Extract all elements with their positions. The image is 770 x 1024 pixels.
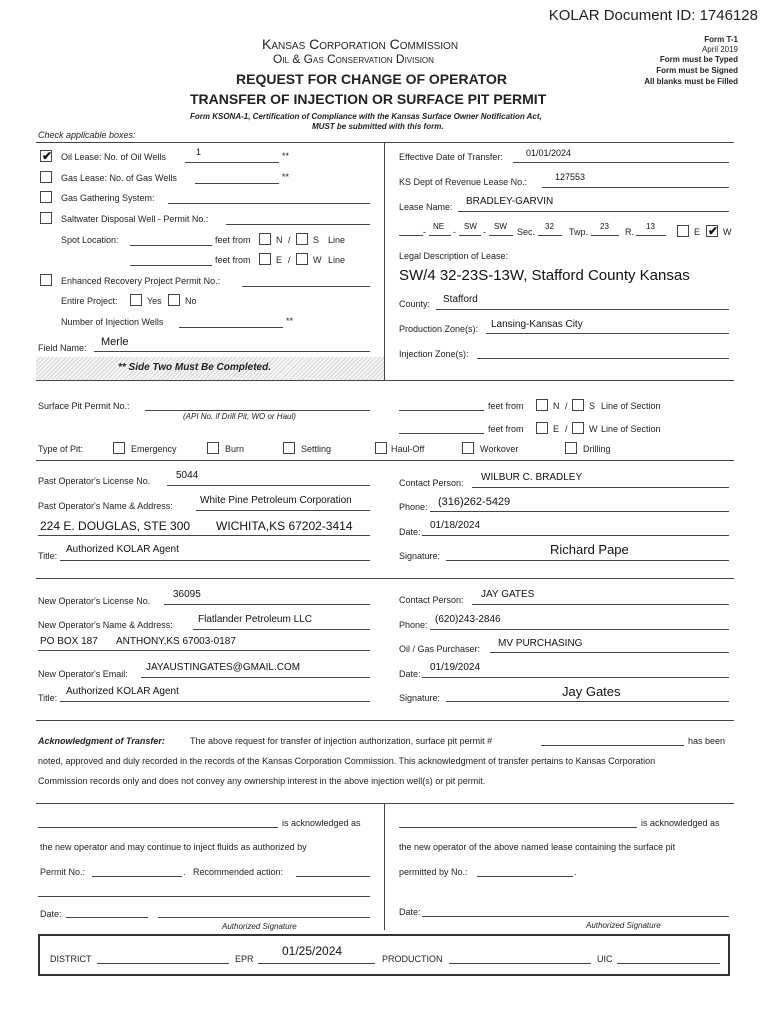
ks-dept-label: KS Dept of Revenue Lease No.: xyxy=(399,177,528,187)
new-name-label: New Operator's Name & Address: xyxy=(38,620,173,630)
gas-wells-field[interactable] xyxy=(195,183,279,184)
county-line xyxy=(436,309,729,310)
twp-label: Twp. xyxy=(569,227,589,237)
column-divider xyxy=(384,803,385,930)
new-contact-label: Contact Person: xyxy=(399,595,464,605)
new-phone-line xyxy=(430,629,729,630)
gas-gathering-label: Gas Gathering System: xyxy=(61,193,155,203)
note-signed: Form must be Signed xyxy=(656,66,738,75)
column-divider xyxy=(384,142,385,380)
side-two-notice: ** Side Two Must Be Completed. xyxy=(118,362,271,373)
burn-checkbox[interactable] xyxy=(207,442,219,454)
past-signature-label: Signature: xyxy=(399,551,441,561)
injection-wells-label: Number of Injection Wells xyxy=(61,317,164,327)
divider xyxy=(36,142,734,143)
range-w-checkbox[interactable] xyxy=(706,225,718,237)
slash: / xyxy=(565,401,568,411)
enhanced-recovery-checkbox[interactable] xyxy=(40,274,52,286)
past-contact-value[interactable]: WILBUR C. BRADLEY xyxy=(481,472,583,483)
production-label: PRODUCTION xyxy=(382,954,443,964)
production-zone-line xyxy=(486,333,729,334)
ack-left-acknowledged: is acknowledged as xyxy=(282,818,361,828)
past-date-label: Date: xyxy=(399,527,421,537)
past-address-street[interactable]: 224 E. DOUGLAS, STE 300 xyxy=(40,519,191,533)
effective-date-value[interactable]: 01/01/2024 xyxy=(526,148,572,158)
left-date-field[interactable] xyxy=(66,917,148,918)
past-license-label: Past Operator's License No. xyxy=(38,476,151,486)
ack-text-line2: noted, approved and duly recorded in the records of the Kansas Corporation Commission. This acknowledgment of transfer pertains to Kansas Corporation xyxy=(38,756,656,766)
district-label: DISTRICT xyxy=(50,954,92,964)
new-title-label: Title: xyxy=(38,693,58,703)
right-authorized-signature: Authorized Signature xyxy=(586,921,661,930)
pit-s-label: S xyxy=(589,401,596,411)
stars: ** xyxy=(286,316,294,326)
effective-date-line xyxy=(513,162,729,163)
range-label: R. xyxy=(625,227,634,237)
legal-description-value[interactable]: SW/4 32-23S-13W, Stafford County Kansas xyxy=(399,267,690,284)
pit-ew-feet-field[interactable] xyxy=(399,433,484,434)
uic-field[interactable] xyxy=(617,963,720,964)
injection-zone-label: Injection Zone(s): xyxy=(399,349,469,359)
oil-wells-value[interactable]: 1 xyxy=(196,147,202,157)
surface-pit-label: Surface Pit Permit No.: xyxy=(38,401,130,411)
past-name-label: Past Operator's Name & Address: xyxy=(38,501,173,511)
pit-w-label: W xyxy=(589,424,598,434)
line xyxy=(636,235,666,236)
past-phone-value[interactable]: (316)262-5429 xyxy=(438,496,511,508)
purchaser-label: Oil / Gas Purchaser: xyxy=(399,644,481,654)
divider xyxy=(36,578,734,579)
text: . xyxy=(574,867,577,877)
text: . xyxy=(183,867,186,877)
stars: ** xyxy=(282,151,290,161)
new-date-line xyxy=(422,677,729,678)
ack-text-has-been: has been xyxy=(688,736,726,746)
recommended-action-field[interactable] xyxy=(296,876,370,877)
no-checkbox[interactable] xyxy=(168,294,180,306)
slash: / xyxy=(288,235,291,245)
saltwater-permit-field[interactable] xyxy=(226,224,370,225)
sec-label: Sec. xyxy=(517,227,536,237)
line xyxy=(459,235,481,236)
drilling-label: Drilling xyxy=(583,444,611,454)
subtitle-line1: Form KSONA-1, Certification of Compliance with the Kansas Surface Owner Notification Act, xyxy=(190,112,542,121)
new-license-label: New Operator's License No. xyxy=(38,596,151,606)
feet-from-label: feet from xyxy=(488,424,524,434)
ks-dept-line xyxy=(542,187,729,188)
api-note: (API No. if Drill Pit, WO or Haul) xyxy=(183,412,296,421)
new-name-value[interactable]: Flatlander Petroleum LLC xyxy=(198,614,312,625)
gas-gathering-field[interactable] xyxy=(168,203,370,204)
uic-label: UIC xyxy=(597,954,613,964)
permit-no-label: Permit No.: xyxy=(40,867,86,877)
divider xyxy=(36,460,734,461)
agency-name: Kansas Corporation Commission xyxy=(262,36,459,52)
new-phone-value[interactable]: (620)243-2846 xyxy=(435,614,501,625)
w-checkbox[interactable] xyxy=(296,253,308,265)
spot-ns-feet-field[interactable] xyxy=(130,245,212,246)
injection-zone-field[interactable] xyxy=(477,358,729,359)
past-address-line xyxy=(38,535,370,536)
quarter-1[interactable]: NE xyxy=(433,222,445,231)
ack-right-acknowledged: is acknowledged as xyxy=(641,818,720,828)
ack-right-operator-field[interactable] xyxy=(399,827,637,828)
enhanced-recovery-label: Enhanced Recovery Project Permit No.: xyxy=(61,276,221,286)
ack-text-line3: Commission records only and does not convey any ownership interest in the above injection well(s) or pit permit. xyxy=(38,776,486,786)
note-filled: All blanks must be Filled xyxy=(644,77,738,86)
saltwater-label: Saltwater Disposal Well - Permit No.: xyxy=(61,214,209,224)
new-address-line xyxy=(38,650,370,651)
saltwater-checkbox[interactable] xyxy=(40,212,52,224)
feet-from-label: feet from xyxy=(488,401,524,411)
line xyxy=(399,235,423,236)
section-value[interactable]: 32 xyxy=(545,222,554,231)
past-phone-line xyxy=(430,511,729,512)
yes-label: Yes xyxy=(147,296,162,306)
range-e-checkbox[interactable] xyxy=(677,225,689,237)
quarter-3[interactable]: SW xyxy=(494,222,507,231)
no-label: No xyxy=(185,296,197,306)
type-of-pit-label: Type of Pit: xyxy=(38,444,84,454)
oil-lease-checkbox[interactable] xyxy=(40,150,52,162)
new-contact-value[interactable]: JAY GATES xyxy=(481,589,535,600)
purchaser-line xyxy=(490,652,729,653)
production-zone-label: Production Zone(s): xyxy=(399,324,479,334)
divider xyxy=(36,380,734,381)
dash: - xyxy=(423,227,426,237)
pit-ns-feet-field[interactable] xyxy=(399,410,484,411)
lease-name-line xyxy=(458,211,729,212)
past-title-line xyxy=(60,560,370,561)
right-signature-field[interactable] xyxy=(422,916,729,917)
settling-label: Settling xyxy=(301,444,332,454)
feet-from-label: feet from xyxy=(215,235,251,245)
pit-n-checkbox[interactable] xyxy=(536,399,548,411)
haul-off-checkbox[interactable] xyxy=(375,442,387,454)
permit-no-field[interactable] xyxy=(92,876,182,877)
oil-lease-label: Oil Lease: No. of Oil Wells xyxy=(61,152,166,162)
new-title-line xyxy=(60,701,370,702)
new-name-line xyxy=(193,629,370,630)
check-boxes-label: Check applicable boxes: xyxy=(38,130,136,140)
pit-permit-number-field[interactable] xyxy=(541,745,684,746)
pit-s-checkbox[interactable] xyxy=(572,399,584,411)
new-date-label: Date: xyxy=(399,669,421,679)
township-value[interactable]: 23 xyxy=(600,222,609,231)
new-email-label: New Operator's Email: xyxy=(38,669,128,679)
epr-line xyxy=(258,963,375,964)
emergency-label: Emergency xyxy=(131,444,177,454)
lease-name-value[interactable]: BRADLEY-GARVIN xyxy=(466,196,554,207)
spot-location-label: Spot Location: xyxy=(61,235,119,245)
s-label: S xyxy=(313,235,320,245)
divider xyxy=(36,720,734,721)
enhanced-recovery-field[interactable] xyxy=(242,286,370,287)
new-signature-label: Signature: xyxy=(399,693,441,703)
new-signature-value[interactable]: Jay Gates xyxy=(562,684,621,699)
settling-checkbox[interactable] xyxy=(283,442,295,454)
slash: / xyxy=(288,255,291,265)
new-title-value[interactable]: Authorized KOLAR Agent xyxy=(66,686,179,697)
left-signature-field[interactable] xyxy=(158,917,370,918)
e-checkbox[interactable] xyxy=(259,253,271,265)
oil-wells-line xyxy=(185,162,279,163)
s-checkbox[interactable] xyxy=(296,233,308,245)
county-value[interactable]: Stafford xyxy=(443,294,478,305)
past-title-label: Title: xyxy=(38,551,58,561)
past-date-line xyxy=(422,535,729,536)
field-name-value[interactable]: Merle xyxy=(101,336,129,348)
past-signature-value[interactable]: Richard Pape xyxy=(550,542,629,557)
permitted-by-label: permitted by No.: xyxy=(399,867,468,877)
feet-from-label: feet from xyxy=(215,255,251,265)
past-contact-label: Contact Person: xyxy=(399,478,464,488)
past-signature-line xyxy=(446,560,729,561)
past-license-line xyxy=(167,485,370,486)
county-label: County: xyxy=(399,299,431,309)
n-checkbox[interactable] xyxy=(259,233,271,245)
drilling-checkbox[interactable] xyxy=(565,442,577,454)
effective-date-label: Effective Date of Transfer: xyxy=(399,152,503,162)
production-field[interactable] xyxy=(449,963,591,964)
ack-left-text: the new operator and may continue to inject fluids as authorized by xyxy=(40,842,307,852)
line-of-section-label: Line of Section xyxy=(601,424,661,434)
stars: ** xyxy=(282,172,290,182)
past-title-value[interactable]: Authorized KOLAR Agent xyxy=(66,544,179,555)
ack-left-operator-field[interactable] xyxy=(38,827,278,828)
yes-checkbox[interactable] xyxy=(130,294,142,306)
injection-wells-field[interactable] xyxy=(179,327,283,328)
w-label: W xyxy=(313,255,322,265)
form-title-line2: TRANSFER OF INJECTION OR SURFACE PIT PERMIT xyxy=(190,91,547,107)
gas-lease-label: Gas Lease: No. of Gas Wells xyxy=(61,173,177,183)
new-address-city[interactable]: ANTHONY,KS 67003-0187 xyxy=(116,636,236,647)
new-date-value[interactable]: 01/19/2024 xyxy=(430,662,481,673)
gas-gathering-checkbox[interactable] xyxy=(40,191,52,203)
pit-w-checkbox[interactable] xyxy=(572,422,584,434)
right-date-label: Date: xyxy=(399,907,421,917)
divider xyxy=(36,803,734,804)
haul-off-label: Haul-Off xyxy=(391,444,425,454)
past-phone-label: Phone: xyxy=(399,502,428,512)
past-name-value[interactable]: White Pine Petroleum Corporation xyxy=(200,495,352,506)
lease-name-label: Lease Name: xyxy=(399,202,453,212)
line xyxy=(591,235,619,236)
division-name: Oil & Gas Conservation Division xyxy=(273,52,434,66)
new-address-street[interactable]: PO BOX 187 xyxy=(40,636,98,647)
new-signature-line xyxy=(446,701,729,702)
form-title-line1: REQUEST FOR CHANGE OF OPERATOR xyxy=(236,71,507,87)
new-email-value[interactable]: JAYAUSTINGATES@GMAIL.COM xyxy=(146,662,301,673)
surface-pit-field[interactable] xyxy=(145,410,370,411)
pit-e-label: E xyxy=(553,424,560,434)
field-name-label: Field Name: xyxy=(38,343,87,353)
past-date-value[interactable]: 01/18/2024 xyxy=(430,520,481,531)
quarter-2[interactable]: SW xyxy=(464,222,477,231)
purchaser-value[interactable]: MV PURCHASING xyxy=(498,638,583,649)
note-typed: Form must be Typed xyxy=(659,55,738,64)
past-name-line xyxy=(196,510,370,511)
past-contact-line xyxy=(472,487,729,488)
new-license-line xyxy=(164,604,370,605)
ks-dept-value[interactable]: 127553 xyxy=(555,172,586,182)
permitted-by-field[interactable] xyxy=(477,876,573,877)
pit-n-label: N xyxy=(553,401,560,411)
epr-label: EPR xyxy=(235,954,254,964)
e-label: E xyxy=(276,255,283,265)
legal-description-label: Legal Description of Lease: xyxy=(399,251,509,261)
new-email-line xyxy=(141,677,370,678)
new-contact-line xyxy=(472,604,729,605)
form-date: April 2019 xyxy=(701,45,738,54)
burn-label: Burn xyxy=(225,444,245,454)
epr-date-value[interactable]: 01/25/2024 xyxy=(282,944,343,958)
field-name-line xyxy=(94,351,370,352)
past-license-value[interactable]: 5044 xyxy=(176,470,199,481)
workover-checkbox[interactable] xyxy=(462,442,474,454)
gas-lease-checkbox[interactable] xyxy=(40,171,52,183)
subtitle-line2: MUST be submitted with this form. xyxy=(312,122,444,131)
line-label: Line xyxy=(328,235,346,245)
n-label: N xyxy=(276,235,283,245)
line xyxy=(538,235,562,236)
dash: - xyxy=(483,227,486,237)
range-w-label: W xyxy=(723,227,732,237)
ack-heading: Acknowledgment of Transfer: xyxy=(38,736,165,746)
district-field[interactable] xyxy=(97,963,229,964)
line-label: Line xyxy=(328,255,346,265)
range-e-label: E xyxy=(694,227,701,237)
pit-e-checkbox[interactable] xyxy=(536,422,548,434)
left-authorized-signature: Authorized Signature xyxy=(222,922,297,931)
workover-label: Workover xyxy=(480,444,519,454)
form-id: Form T-1 xyxy=(704,35,738,44)
past-address-city[interactable]: WICHITA,KS 67202-3414 xyxy=(216,519,353,533)
emergency-checkbox[interactable] xyxy=(113,442,125,454)
document-id: KOLAR Document ID: 1746128 xyxy=(548,7,758,24)
ack-text-line1: The above request for transfer of injection authorization, surface pit permit # xyxy=(190,736,493,746)
production-zone-value[interactable]: Lansing-Kansas City xyxy=(491,319,583,330)
line-of-section-label: Line of Section xyxy=(601,401,661,411)
entire-project-label: Entire Project: xyxy=(61,296,118,306)
line xyxy=(429,235,451,236)
left-date-label: Date: xyxy=(40,909,62,919)
dash: - xyxy=(453,227,456,237)
ack-right-text: the new operator of the above named lease containing the surface pit xyxy=(399,842,676,852)
range-value[interactable]: 13 xyxy=(646,222,655,231)
recommended-action-label: Recommended action: xyxy=(193,867,284,877)
line xyxy=(489,235,513,236)
recommended-action-extra-line[interactable] xyxy=(38,896,370,897)
spot-ew-feet-field[interactable] xyxy=(130,265,212,266)
new-license-value[interactable]: 36095 xyxy=(173,589,201,600)
slash: / xyxy=(565,424,568,434)
new-phone-label: Phone: xyxy=(399,620,428,630)
